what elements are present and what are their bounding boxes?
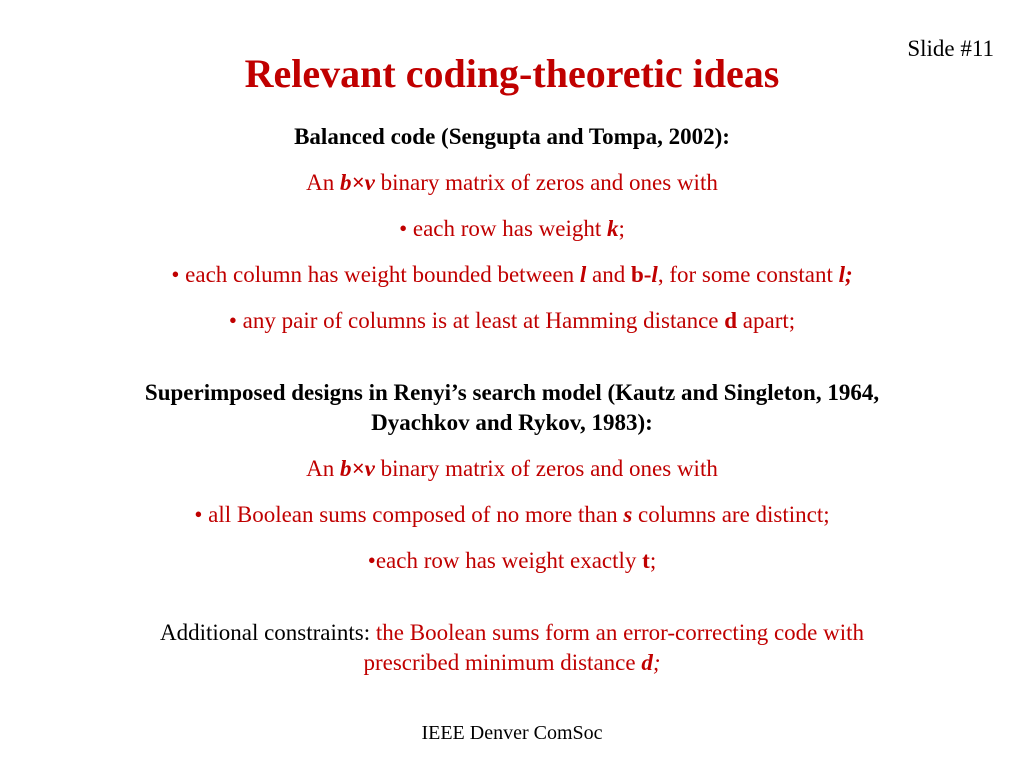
superimposed-heading-line2: Dyachkov and Rykov, 1983): (371, 410, 653, 435)
balanced-bullet-hamming: • any pair of columns is at least at Hamming distance d apart; (228, 308, 796, 333)
superimposed-heading-line1: Superimposed designs in Renyi’s search model (Kautz and Singleton, 1964, (144, 380, 880, 405)
additional-constraints-line2: prescribed minimum distance d; (363, 650, 661, 675)
slide-number: Slide #11 (907, 36, 994, 61)
superimposed-bullet-row-weight: •each row has weight exactly t; (367, 548, 657, 573)
superimposed-intro: An b×v binary matrix of zeros and ones with (306, 456, 718, 481)
superimposed-bullet-boolean-sums: • all Boolean sums composed of no more than s columns are distinct; (194, 502, 830, 527)
balanced-bullet-column-weight: • each column has weight bounded between l and b-l, for some constant l; (171, 262, 853, 287)
balanced-bullet-row-weight: • each row has weight k; (399, 216, 625, 241)
footer: IEEE Denver ComSoc (421, 722, 603, 744)
additional-constraints-text: the Boolean sums form an error-correcting code with (375, 620, 865, 645)
balanced-intro: An b×v binary matrix of zeros and ones with (306, 170, 718, 195)
balanced-code-heading: Balanced code (Sengupta and Tompa, 2002): (294, 124, 730, 149)
slide-title: Relevant coding-theoretic ideas (244, 51, 780, 96)
additional-constraints-label: Additional constraints: (159, 620, 376, 645)
additional-constraints-line1 (0, 618, 1024, 648)
